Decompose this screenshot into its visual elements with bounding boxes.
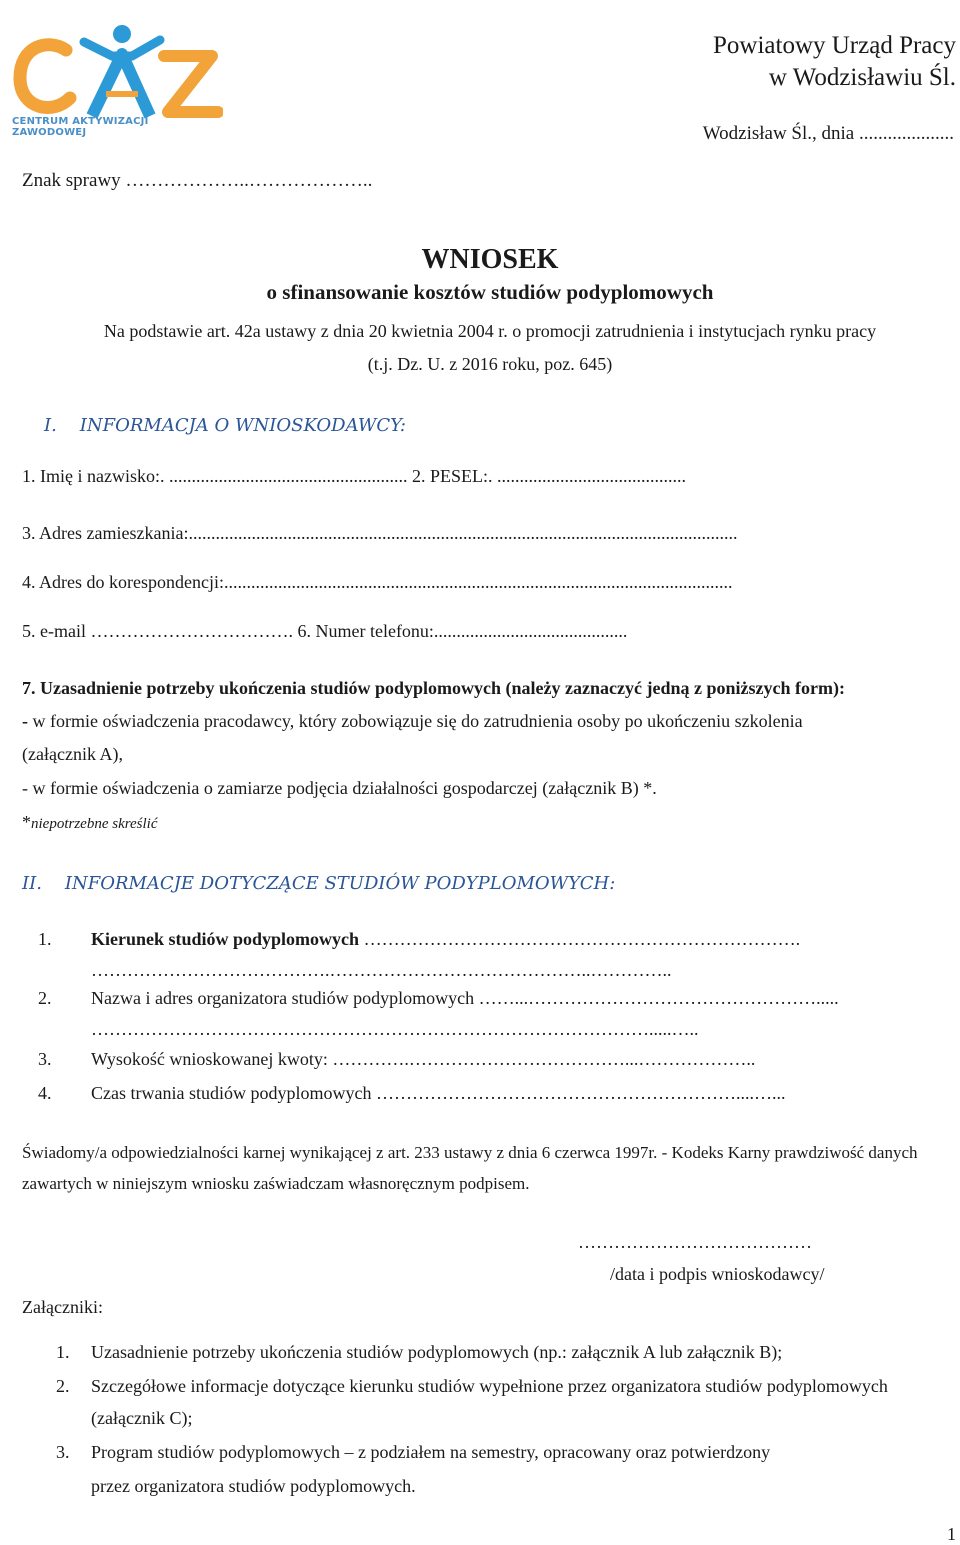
correspondence-address-field[interactable]: 4. Adres do korespondencji:................................................................................................................. [22,572,733,592]
amount-label: Wysokość wnioskowanej kwoty: [91,1049,328,1069]
study-direction-cont[interactable]: ………………………………….……………………………………..………….. [91,960,672,980]
footnote-text: niepotrzebne skreślić [31,816,158,832]
document-title: WNIOSEK [421,244,559,275]
organizer-label: Nazwa i adres organizatora studiów podyplomowych [91,988,475,1008]
attachment-2-text: Szczegółowe informacje dotyczące kierunku studiów wypełnione przez organizatora studiów podyplomowych [91,1376,888,1396]
organizer-cont[interactable]: ………………………………………………………………………………….....….. [91,1019,699,1039]
study-item-4-num: 4. [38,1083,52,1103]
attachment-3-num: 3. [56,1442,70,1462]
logo-letter-z [164,56,218,112]
email-phone-field[interactable]: 5. e-mail ……………………………. 6. Numer telefonu:........................................... [22,621,628,641]
justification-heading: 7. Uzasadnienie potrzeby ukończenia studiów podyplomowych (należy zaznaczyć jedną z poniższych form): [22,678,845,698]
duration-dots: ……………………………………………………....…... [371,1083,786,1103]
section-1-numeral: I. [44,415,57,436]
study-direction-dots: ………………………………………………………………. [359,929,801,949]
legal-basis-line2: (t.j. Dz. U. z 2016 roku, poz. 645) [367,354,613,374]
organizer-dots: ……...…………………………………………..... [474,988,839,1008]
logo-figure-head [113,25,131,43]
section-2-heading [22,873,615,894]
justification-option-business[interactable]: - w formie oświadczenia o zamiarze podjęcia działalności gospodarczej (załącznik B) *. [22,778,657,798]
attachment-3-text-cont: przez organizatora studiów podyplomowych. [91,1476,416,1496]
organizer-field[interactable] [91,988,839,1009]
case-number-field[interactable]: Znak sprawy ………………..……………….. [22,170,373,191]
signature-caption: /data i podpis wnioskodawcy/ [610,1264,825,1284]
justification-option-employer-cont: (załącznik A), [22,744,123,764]
attachments-heading: Załączniki: [22,1297,103,1317]
page-number: 1 [947,1524,956,1544]
address-field[interactable]: 3. Adres zamieszkania:.......................................................................................................................... [22,523,738,543]
section-1-heading [44,415,406,436]
document-subtitle: o sfinansowanie kosztów studiów podyplomowych [266,280,714,304]
legal-basis-line1: Na podstawie art. 42a ustawy z dnia 20 kwietnia 2004 r. o promocji zatrudnienia i instytucjach rynku pracy [103,321,877,341]
amount-field[interactable] [91,1049,755,1070]
name-pesel-field[interactable]: 1. Imię i nazwisko:. ..................................................... 2. PESEL:. .......................................... [22,466,686,486]
study-item-3-num: 3. [38,1049,52,1069]
logo-letter-a [92,54,150,116]
office-name [713,30,956,94]
declaration-line1: Świadomy/a odpowiedzialności karnej wynikającej z art. 233 ustawy z dnia 6 czerwca 1997r. - Kodeks Karny prawdziwość danych [22,1143,918,1162]
footnote-star: * [22,812,31,832]
section-2-title: INFORMACJE DOTYCZĄCE STUDIÓW PODYPLOMOWYCH: [64,873,616,894]
duration-field[interactable] [91,1083,785,1104]
caz-logo-mark [8,12,223,122]
section-2-numeral: II. [22,873,42,894]
section-1-title: INFORMACJA O WNIOSKODAWCY: [79,415,406,436]
office-name-line1: Powiatowy Urząd Pracy [713,32,956,59]
justification-option-employer[interactable] [22,711,803,732]
study-item-1-num: 1. [38,929,52,949]
caz-logo [8,12,223,142]
duration-label: Czas trwania studiów podyplomowych [91,1083,372,1103]
attachment-2-num: 2. [56,1376,70,1396]
attachment-3-text: Program studiów podyplomowych – z podziałem na semestry, opracowany oraz potwierdzony [91,1442,771,1462]
attachment-2-text-cont: (załącznik C); [91,1408,193,1428]
footnote [22,812,158,833]
office-name-line2: w Wodzisławiu Śl. [768,64,956,91]
logo-letter-c [20,45,70,108]
amount-dots: ………….………………………………...……………….. [327,1049,756,1069]
attachment-1-num: 1. [56,1342,70,1362]
study-item-2-num: 2. [38,988,52,1008]
logo-caption: CENTRUM AKTYWIZACJI ZAWODOWEJ [12,116,149,138]
signature-field[interactable]: ………………………………… [578,1232,812,1252]
place-date-field[interactable]: Wodzisław Śl., dnia .................... [702,123,954,144]
option-dash: - [22,711,28,731]
study-direction-field[interactable] [91,929,800,950]
option-employer-text: w formie oświadczenia pracodawcy, który zobowiązuje się do zatrudnienia osoby po ukończeniu szkolenia [28,711,803,731]
declaration-line2: zawartych w niniejszym wniosku zaświadczam własnoręcznym podpisem. [22,1174,530,1193]
study-direction-label: Kierunek studiów podyplomowych [91,929,360,949]
attachment-1-text: Uzasadnienie potrzeby ukończenia studiów podyplomowych (np.: załącznik A lub załącznik B); [91,1342,783,1362]
